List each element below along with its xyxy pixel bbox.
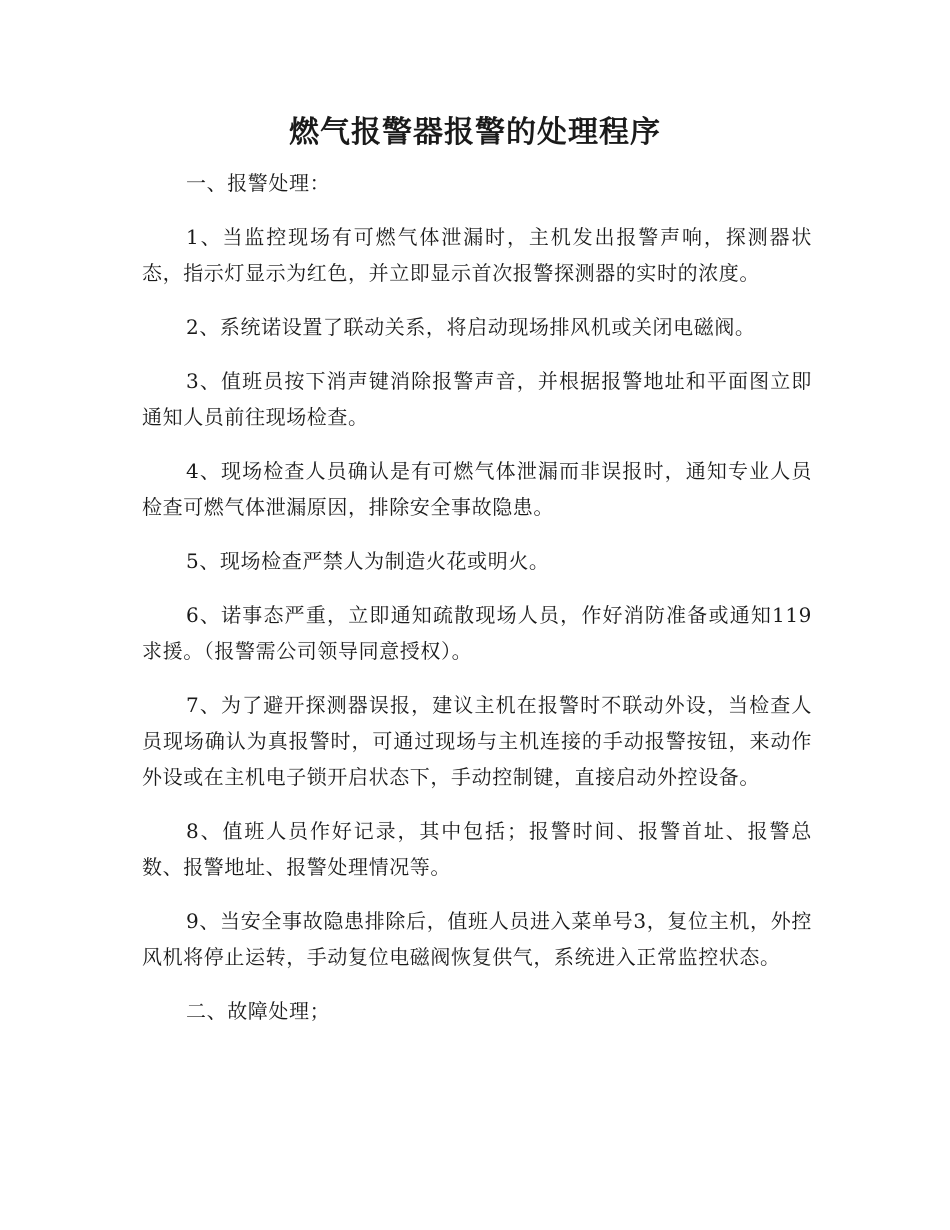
- paragraph-step-8: 8、值班人员作好记录，其中包括；报警时间、报警首址、报警总数、报警地址、报警处理情况等。: [142, 819, 812, 879]
- document-title: 燃气报警器报警的处理程序: [289, 115, 661, 150]
- paragraph-step-4: 4、现场检查人员确认是有可燃气体泄漏而非误报时，通知专业人员检查可燃气体泄漏原因，排除安全事故隐患。: [142, 459, 812, 519]
- section-heading-fault: 二、故障处理；: [186, 999, 331, 1023]
- paragraph-step-3: 3、值班员按下消声键消除报警声音，并根据报警地址和平面图立即通知人员前往现场检查。: [142, 369, 812, 429]
- paragraph-step-2: 2、系统诺设置了联动关系，将启动现场排风机或关闭电磁阀。: [186, 315, 756, 339]
- paragraph-step-5: 5、现场检查严禁人为制造火花或明火。: [186, 549, 550, 573]
- paragraph-step-1: 1、当监控现场有可燃气体泄漏时，主机发出报警声响，探测器状态，指示灯显示为红色，并立即显示首次报警探测器的实时的浓度。: [142, 225, 812, 285]
- document-body: [142, 165, 812, 1047]
- paragraph-step-6: 6、诺事态严重，立即通知疏散现场人员，作好消防准备或通知119求援。（报警需公司领导同意授权）。: [142, 603, 812, 663]
- paragraph-step-7: 7、为了避开探测器误报，建议主机在报警时不联动外设，当检查人员现场确认为真报警时，可通过现场与主机连接的手动报警按钮，来动作外设或在主机电子锁开启状态下，手动控制键，直接启动外控设备。: [142, 693, 812, 789]
- paragraph-step-9: 9、当安全事故隐患排除后，值班人员进入菜单号3，复位主机，外控风机将停止运转，手动复位电磁阀恢复供气，系统进入正常监控状态。: [142, 909, 812, 969]
- section-heading-alarm: 一、报警处理：: [186, 171, 331, 195]
